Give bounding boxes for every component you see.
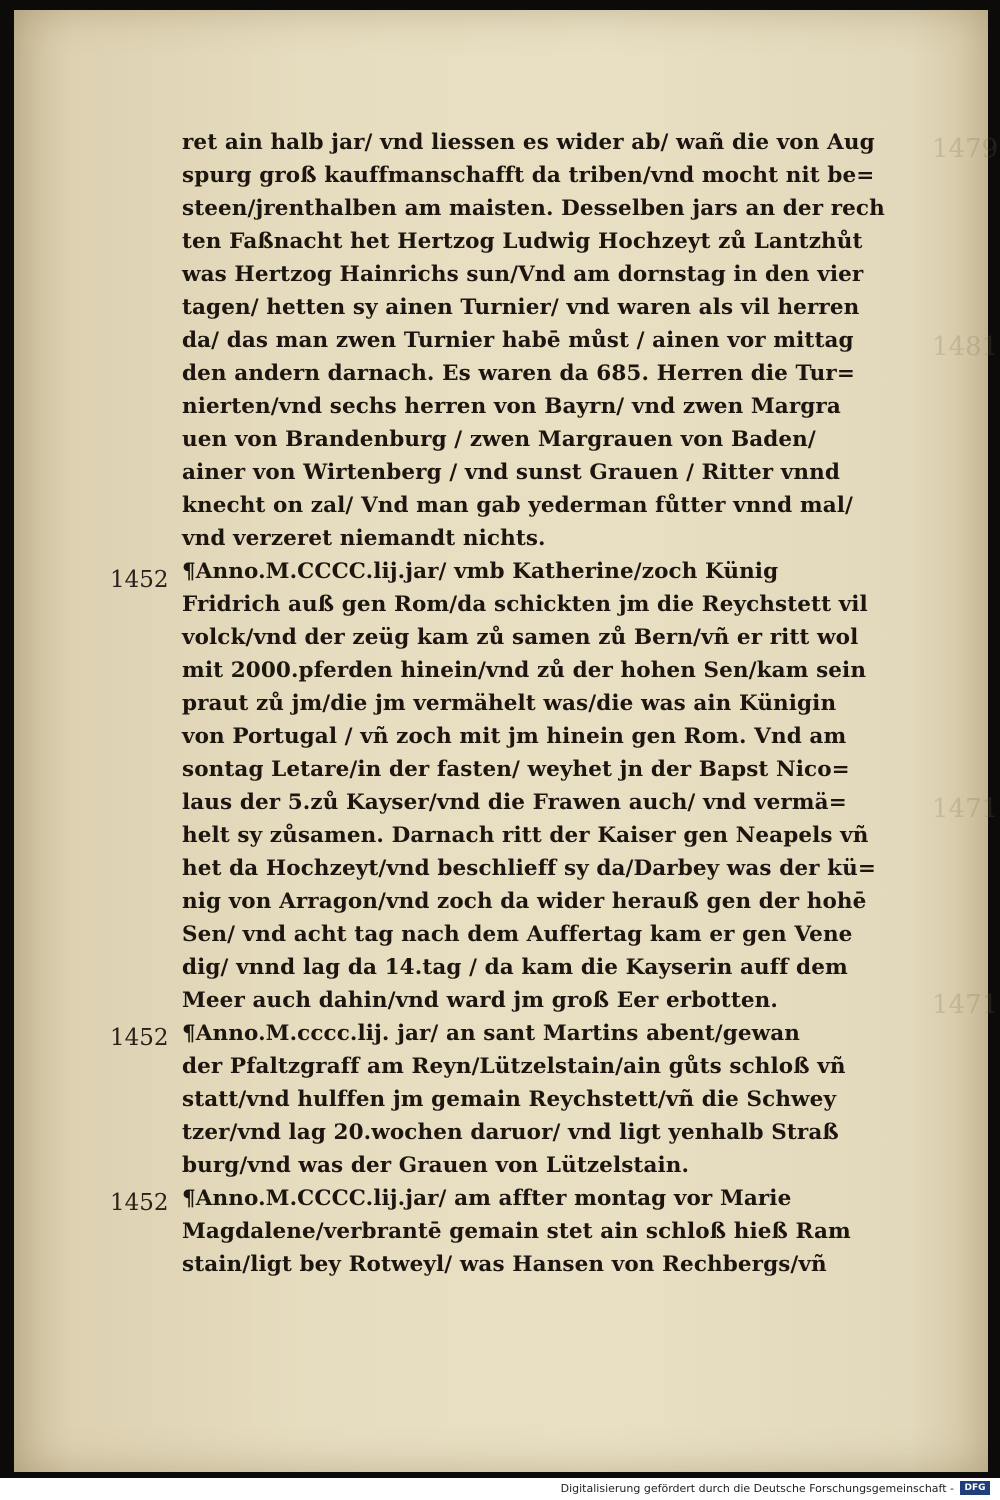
text-line: da/ das man zwen Turnier habē můst / ainen vor mittag <box>182 328 854 353</box>
text-line: vnd verzeret niemandt nichts. <box>182 526 546 551</box>
text-line: nierten/vnd sechs herren von Bayrn/ vnd zwen Margra <box>182 394 841 419</box>
text-line: mit 2000.pferden hinein/vnd zů der hohen Sen/kam sein <box>182 658 867 683</box>
text-line: knecht on zal/ Vnd man gab yederman fůtter vnnd mal/ <box>182 493 853 518</box>
bleed-through-mark: 1471 <box>932 990 999 1020</box>
bleed-through-mark: 1479 <box>932 134 999 164</box>
text-line: laus der 5.zů Kayser/vnd die Frawen auch/ vnd vermä= <box>182 790 847 815</box>
margin-year: 1452 <box>110 567 169 593</box>
text-line: dig/ vnnd lag da 14.tag / da kam die Kayserin auff dem <box>182 955 848 980</box>
text-line: Sen/ vnd acht tag nach dem Auffertag kam er gen Vene <box>182 922 853 947</box>
text-line: von Portugal / vñ zoch mit jm hinein gen Rom. Vnd am <box>182 724 847 749</box>
text-line: Fridrich auß gen Rom/da schickten jm die Reychstett vil <box>182 592 868 617</box>
text-line: tagen/ hetten sy ainen Turnier/ vnd waren als vil herren <box>182 295 860 320</box>
bleed-through-mark: 1481 <box>932 332 999 362</box>
text-line: volck/vnd der zeüg kam zů samen zů Bern/vñ er ritt wol <box>182 625 859 650</box>
text-line: den andern darnach. Es waren da 685. Herren die Tur= <box>182 361 855 386</box>
text-line: helt sy zůsamen. Darnach ritt der Kaiser gen Neapels vñ <box>182 823 869 848</box>
text-line: ainer von Wirtenberg / vnd sunst Grauen / Ritter vnnd <box>182 460 840 485</box>
text-block <box>182 126 932 1281</box>
text-line: ¶Anno.M.CCCC.lij.jar/ am affter montag vor Marie <box>182 1186 792 1211</box>
margin-year: 1452 <box>110 1025 169 1051</box>
text-line: was Hertzog Hainrichs sun/Vnd am dornstag in den vier <box>182 262 864 287</box>
bleed-through-mark: 1471 <box>932 794 999 824</box>
text-line: tzer/vnd lag 20.wochen daruor/ vnd ligt yenhalb Straß <box>182 1120 839 1145</box>
text-line: het da Hochzeyt/vnd beschlieff sy da/Darbey was der kü= <box>182 856 876 881</box>
margin-year: 1452 <box>110 1190 169 1216</box>
text-line: der Pfaltzgraff am Reyn/Lützelstain/ain gůts schloß vñ <box>182 1054 846 1079</box>
text-line: ¶Anno.M.cccc.lij. jar/ an sant Martins abent/gewan <box>182 1021 801 1046</box>
text-line: ten Faßnacht het Hertzog Ludwig Hochzeyt zů Lantzhůt <box>182 229 863 254</box>
text-line: statt/vnd hulffen jm gemain Reychstett/vñ die Schwey <box>182 1087 837 1112</box>
funding-credit: Digitalisierung gefördert durch die Deutsche Forschungsgemeinschaft - <box>560 1482 954 1495</box>
text-line: burg/vnd was der Grauen von Lützelstain. <box>182 1153 690 1178</box>
text-line: ret ain halb jar/ vnd liessen es wider ab/ wañ die von Aug <box>182 130 875 155</box>
text-line: nig von Arragon/vnd zoch da wider herauß gen der hohē <box>182 889 867 914</box>
text-line: spurg groß kauffmanschafft da triben/vnd mocht nit be= <box>182 163 875 188</box>
text-line: steen/jrenthalben am maisten. Desselben jars an der rech <box>182 196 885 221</box>
text-line: Magdalene/verbrantē gemain stet ain schloß hieß Ram <box>182 1219 851 1244</box>
text-line: stain/ligt bey Rotweyl/ was Hansen von Rechbergs/vñ <box>182 1252 827 1277</box>
text-line: Meer auch dahin/vnd ward jm groß Eer erbotten. <box>182 988 778 1013</box>
text-line: uen von Brandenburg / zwen Margrauen von Baden/ <box>182 427 816 452</box>
text-line: ¶Anno.M.CCCC.lij.jar/ vmb Katherine/zoch Künig <box>182 559 779 584</box>
dfg-logo: DFG <box>960 1481 990 1495</box>
text-line: sontag Letare/in der fasten/ weyhet jn der Bapst Nico= <box>182 757 850 782</box>
text-line: praut zů jm/die jm vermähelt was/die was ain Künigin <box>182 691 837 716</box>
